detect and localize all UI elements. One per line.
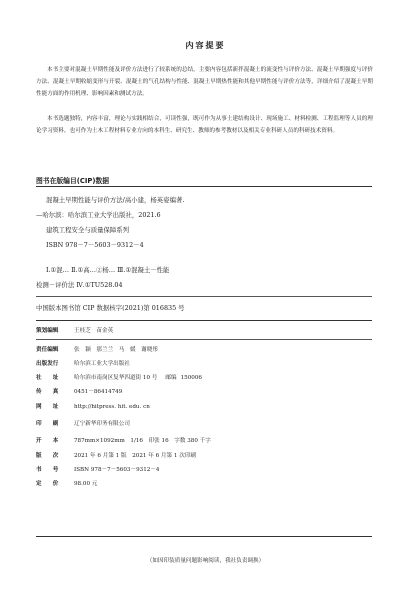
pub-row-publisher: 出版发行 哈尔滨工业大学出版社 bbox=[36, 361, 130, 367]
cip-top-rule bbox=[36, 186, 372, 187]
pub-row-edition: 版 次 2021 年 6 月第 1 版 2021 年 6 月第 1 次印刷 bbox=[36, 453, 197, 459]
pub-row-format: 开 本 787mm×1092mm 1/16 印张 16 字数 380 千字 bbox=[36, 438, 211, 444]
pub-row-fax: 传 真 0451－86414749 bbox=[36, 389, 123, 395]
pub-row-website: 网 址 http://hitpress. hit. edu. cn bbox=[36, 404, 150, 410]
pub-row-isbn: 书 号 ISBN 978－7－5603－9312－4 bbox=[36, 467, 160, 473]
pub-row-price: 定 价 98.00 元 bbox=[36, 481, 98, 487]
summary-paragraph-1: 本书主要对混凝土早期性能及评价方法进行了较系统的总结，主要内容包括新拌混凝土的流变性与评价方法、混凝土早期强度与评价方法、混凝土早期收缩变形与开裂、混凝土的气孔结构与性能、混凝土早期热性能和其他早期性能与评价方法等，详细介绍了混凝土早期性能方面的作用机理、影响因素和测试方法。 bbox=[36, 67, 373, 97]
cip-record-number: 中国版本图书馆 CIP 数据核字(2021)第 016835 号 bbox=[36, 304, 185, 312]
quality-notice: （如因印装质量问题影响阅读，我社负责调换） bbox=[146, 558, 265, 564]
cip-classification-line-2: 检测－评价法 Ⅳ.①TU528.04 bbox=[36, 281, 123, 289]
pub-row-address: 社 址 哈尔滨市南岗区复华四道街 10 号 邮编 150006 bbox=[36, 375, 202, 381]
notice-rule bbox=[36, 536, 372, 537]
pub-rule bbox=[36, 339, 372, 340]
cip-header: 图书在版编目(CIP)数据 bbox=[36, 177, 110, 185]
summary-title: 内容提要 bbox=[185, 41, 226, 50]
cip-classification-line-1: Ⅰ.①混… Ⅱ.①高…②杨… Ⅲ.①混凝土－性能 bbox=[46, 266, 170, 274]
pub-row-printer: 印 刷 辽宁新华印务有限公司 bbox=[36, 421, 130, 427]
cip-publisher-line: —哈尔滨：哈尔滨工业大学出版社，2021.6 bbox=[36, 211, 161, 219]
pub-row-responsible-editor: 责任编辑 张 颖 那兰兰 马 媛 谢晓彤 bbox=[36, 347, 158, 353]
cip-isbn-line: ISBN 978－7－5603－9312－4 bbox=[46, 241, 144, 249]
cip-series-line: 建筑工程安全与质量保障系列 bbox=[46, 226, 130, 234]
summary-paragraph-2: 本书选题独特，内容丰富，理论与实践相结合，可读性强，既可作为从事土建结构设计、现场施工、材料检测、工程监理等人员的理论学习资料，也可作为土木工程材料专业方向的本科生、研究生、教师的参考教材以及相关专业科研人员的科研技术资料。 bbox=[36, 116, 373, 134]
cip-title-line: 混凝土早期性能与评价方法/高小建，杨英姿编著. bbox=[46, 196, 185, 204]
pub-row-planning-editor: 策划编辑 王桂芝 苗金英 bbox=[36, 328, 114, 334]
cip-section-rule bbox=[36, 320, 372, 321]
cip-bottom-rule bbox=[36, 296, 372, 297]
